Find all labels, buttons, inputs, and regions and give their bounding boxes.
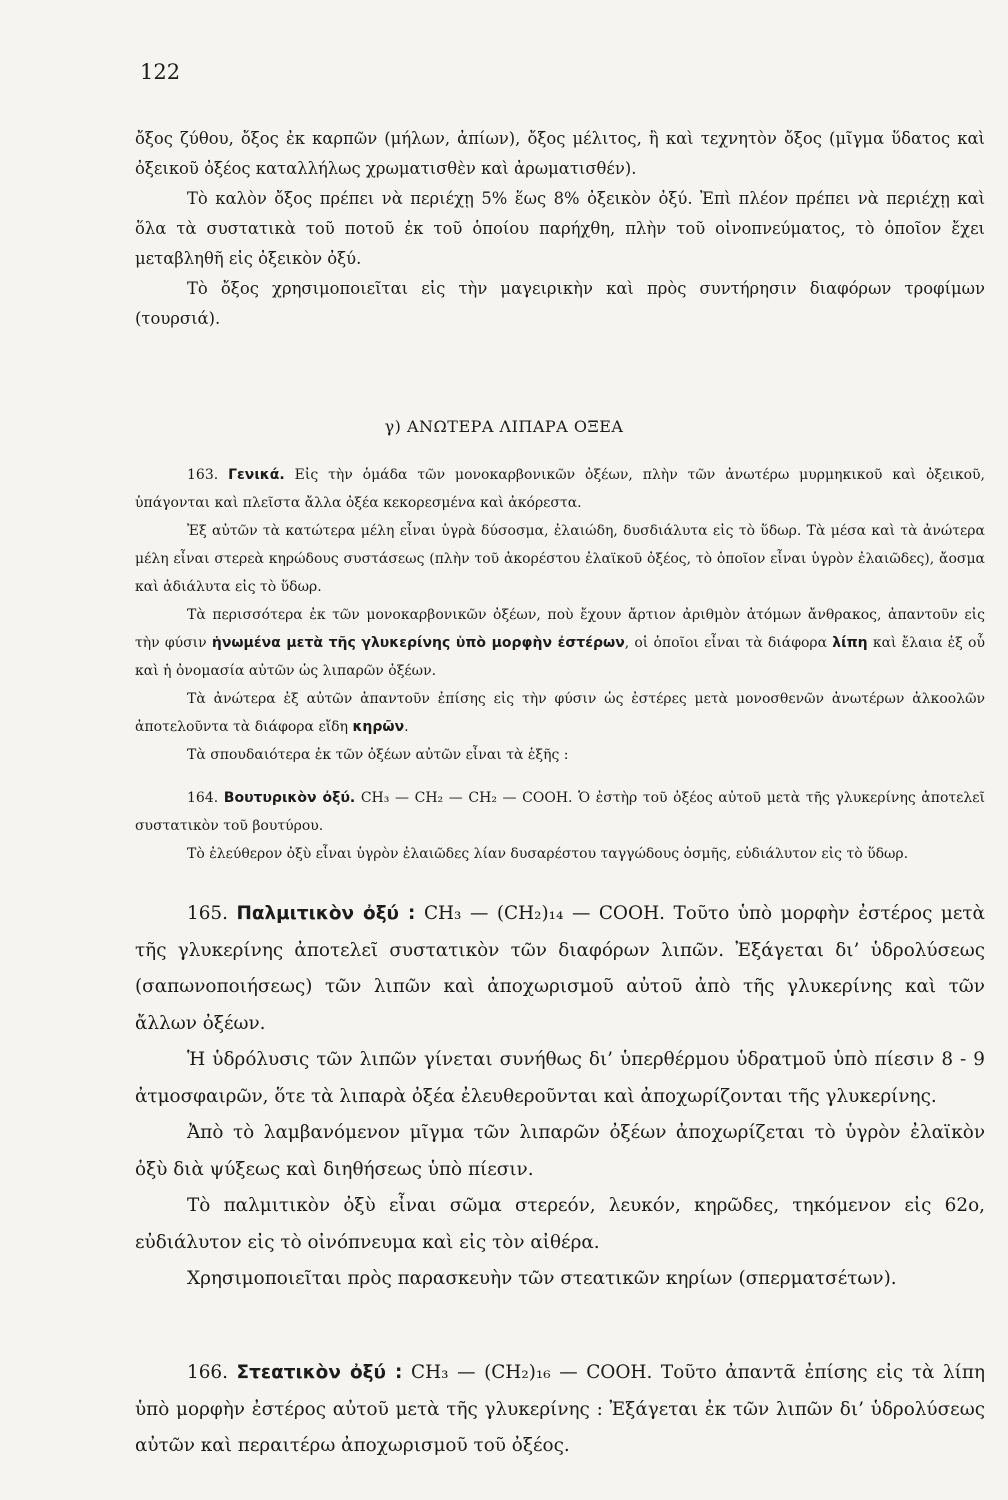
section-title: Γενικά. xyxy=(228,467,285,483)
chemical-formula: CH₃ — (CH₂)₁₆ — COOH. xyxy=(411,1362,653,1383)
emphasis-text: κηρῶν xyxy=(352,719,405,735)
section-163 xyxy=(135,461,985,769)
paragraph-text: Τοῦτο ὑπὸ μορφὴν ἐστέρος μετὰ τῆς γλυκερίνης ἀποτελεῖ συστατικὸν τῶν διαφόρων λιπῶν. Ἐξάγεται δι’ ὑδρολύσεως (σαπωνοποιήσεως) τῶν λιπῶν καὶ ἀποχωρισμοῦ αὐτοῦ ἀπὸ τῆς γλυκερίνης καὶ τῶν ἄλλων ὀξέων. xyxy=(135,903,985,1034)
paragraph: Χρησιμοποιεῖται πρὸς παρασκευὴν τῶν στεατικῶν κηρίων (σπερματσέτων). xyxy=(187,1268,897,1289)
emphasis-text: ἡνωμένα μετὰ τῆς γλυκερίνης ὑπὸ μορφὴν ἐστέρων xyxy=(211,635,625,651)
paragraph-text: Ὁ ἐστὴρ τοῦ ὀξέος αὐτοῦ μετὰ τῆς γλυκερίνης ἀποτελεῖ συστατικὸν τοῦ βουτύρου. xyxy=(135,790,985,834)
section-number: 165. xyxy=(187,903,228,924)
section-title: Βουτυρικὸν ὀξύ. xyxy=(223,790,356,806)
paragraph: Τὰ σπουδαιότερα ἐκ τῶν ὀξέων αὐτῶν εἶναι τὰ ἑξῆς : xyxy=(187,747,569,763)
paragraph xyxy=(135,601,985,685)
paragraph-text: Τὰ περισσότερα ἐκ τῶν μονοκαρβονικῶν ὀξέων, ποὺ ἔχουν ἄρτιον ἀριθμὸν ἀτόμων ἄνθρακος, ἀπαντοῦν εἰς τὴν φύσιν xyxy=(135,607,985,651)
paragraph: Τὸ ὄξος χρησιμοποιεῖται εἰς τὴν μαγειρικὴν καὶ πρὸς συντήρησιν διαφόρων τροφίμων (τουρσιά). xyxy=(135,279,985,328)
section-166 xyxy=(135,1355,985,1465)
section-title: Παλμιτικὸν ὀξύ : xyxy=(236,903,416,924)
section-165 xyxy=(135,896,985,1298)
section-heading: γ) ΑΝΩΤΕΡΑ ΛΙΠΑΡΑ ΟΞΕΑ xyxy=(384,417,624,436)
paragraph: Ἐξ αὐτῶν τὰ κατώτερα μέλη εἶναι ὑγρὰ δύσοσμα, ἐλαιώδη, δυσδιάλυτα εἰς τὸ ὕδωρ. Τὰ μέσα καὶ τὰ ἀνώτερα μέλη εἶναι στερεὰ κηρώδους συστάσεως (πλὴν τοῦ ἀκορέστου ἐλαϊκοῦ ὀξέος, τὸ ὁποῖον εἶναι ὑγρὸν ἐλαιῶδες), ἄοσμα καὶ ἀδιάλυτα εἰς τὸ ὕδωρ. xyxy=(135,523,985,595)
paragraph: Τὸ καλὸν ὄξος πρέπει νὰ περιέχῃ 5% ἕως 8% ὀξεικὸν ὀξύ. Ἐπὶ πλέον πρέπει νὰ περιέχῃ καὶ ὅλα τὰ συστατικὰ τοῦ ποτοῦ ἐκ τοῦ ὁποίου παρήχθη, πλὴν τοῦ οἰνοπνεύματος, τὸ ὁποῖον ἔχει μεταβληθῆ εἰς ὀξεικὸν ὀξύ. xyxy=(135,189,985,268)
section-164 xyxy=(135,784,985,868)
chemical-formula: CH₃ — CH₂ — CH₂ — COOH. xyxy=(360,790,573,806)
emphasis-text: λίπη xyxy=(832,635,868,651)
intro-block xyxy=(135,124,985,334)
paragraph-text: , οἱ ὁποῖοι εἶναι τὰ διάφορα xyxy=(624,635,828,651)
paragraph xyxy=(135,461,985,517)
paragraph: Τὸ ἐλεύθερον ὀξὺ εἶναι ὑγρὸν ἐλαιῶδες λίαν δυσαρέστου ταγγώδους ὀσμῆς, εὐδιάλυτον εἰς τὸ ὕδωρ. xyxy=(187,846,909,862)
paragraph-text: Τοῦτο ἀπαντᾶ ἐπίσης εἰς τὰ λίπη ὑπὸ μορφὴν ἐστέρος αὐτοῦ μετὰ τῆς γλυκερίνης : Ἐξάγεται ἐκ τῶν λιπῶν δι’ ὑδρολύσεως αὐτῶν καὶ περαιτέρω ἀποχωρισμοῦ τοῦ ὀξέος. xyxy=(135,1362,985,1456)
paragraph-text: Εἰς τὴν ὁμάδα τῶν μονοκαρβονικῶν ὀξέων, πλὴν τῶν ἀνωτέρω μυρμηκικοῦ καὶ ὀξεικοῦ, ὑπάγονται καὶ πλεῖστα ἄλλα ὀξέα κεκορεσμένα καὶ ἀκόρεστα. xyxy=(135,467,985,511)
paragraph xyxy=(135,896,985,1042)
chemical-formula: CH₃ — (CH₂)₁₄ — COOH. xyxy=(423,903,665,924)
paragraph-text: . xyxy=(404,719,409,735)
paragraph-text: καὶ ἔλαια ἐξ οὗ καὶ ἡ ὀνομασία αὐτῶν ὡς λιπαρῶν ὀξέων. xyxy=(135,635,985,679)
paragraph: Ἡ ὑδρόλυσις τῶν λιπῶν γίνεται συνήθως δι’ ὑπερθέρμου ὑδρατμοῦ ὑπὸ πίεσιν 8 - 9 ἀτμοσφαιρῶν, ὅτε τὰ λιπαρὰ ὀξέα ἐλευθεροῦνται καὶ ἀποχωρίζονται τῆς γλυκερίνης. xyxy=(135,1049,985,1107)
section-number: 163. xyxy=(187,467,219,483)
section-number: 166. xyxy=(187,1362,228,1383)
paragraph-text: Τὰ ἀνώτερα ἐξ αὐτῶν ἀπαντοῦν ἐπίσης εἰς τὴν φύσιν ὡς ἐστέρες μετὰ μονοσθενῶν ἀνωτέρων ἀλκοολῶν ἀποτελοῦντα τὰ διάφορα εἴδη xyxy=(135,691,985,735)
page-number: 122 xyxy=(140,60,181,84)
section-number: 164. xyxy=(187,790,219,806)
paragraph: Ἀπὸ τὸ λαμβανόμενον μῖγμα τῶν λιπαρῶν ὀξέων ἀποχωρίζεται τὸ ὑγρὸν ἐλαϊκὸν ὀξὺ διὰ ψύξεως καὶ διηθήσεως ὑπὸ πίεσιν. xyxy=(135,1122,985,1180)
paragraph: ὄξος ζύθου, ὄξος ἐκ καρπῶν (μήλων, ἀπίων), ὄξος μέλιτος, ἢ καὶ τεχνητὸν ὄξος (μῖγμα ὕδατος καὶ ὀξεικοῦ ὀξέος καταλλήλως χρωματισθὲν καὶ ἀρωματισθέν). xyxy=(135,129,985,178)
paragraph: Τὸ παλμιτικὸν ὀξὺ εἶναι σῶμα στερεόν, λευκόν, κηρῶδες, τηκόμενον εἰς 62ο, εὐδιάλυτον εἰς τὸ οἰνόπνευμα καὶ εἰς τὸν αἰθέρα. xyxy=(135,1195,985,1253)
section-title: Στεατικὸν ὀξύ : xyxy=(236,1362,403,1383)
paragraph xyxy=(135,784,985,840)
paragraph xyxy=(135,1355,985,1465)
paragraph xyxy=(135,685,985,741)
